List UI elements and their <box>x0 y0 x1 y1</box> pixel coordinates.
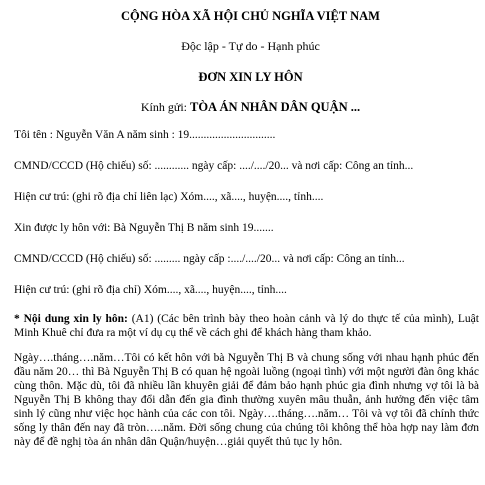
respondent-residence-line: Hiện cư trú: (ghi rõ địa chỉ) Xóm...., xã...., huyện...., tỉnh.... <box>14 284 287 296</box>
respondent-id-line: CMND/CCCD (Hộ chiếu) số: ......... ngày cấp :..../..../20... và nơi cấp: Công an tỉnh... <box>14 253 405 265</box>
recipient-line <box>14 100 479 115</box>
recipient-name: TÒA ÁN NHÂN DÂN QUẬN ... <box>190 100 361 114</box>
content-label: * Nội dung xin ly hôn: <box>14 313 128 325</box>
content-intro: (A1) (Các bên trình bày theo hoàn cảnh và lý do thực tế của mình), Luật Minh Khuê chỉ đưa ra một ví dụ cụ thể về cách ghi để khách hàng tham khảo. <box>14 313 479 339</box>
petitioner-name-line: Tôi tên : Nguyễn Văn A năm sinh : 19.............................. <box>14 129 276 141</box>
petitioner-residence-line: Hiện cư trú: (ghi rõ địa chỉ liên lạc) Xóm...., xã...., huyện...., tỉnh.... <box>14 191 324 203</box>
content-story-paragraph: Ngày….tháng….năm…Tôi có kết hôn với bà Nguyễn Thị B và chung sống với nhau hạnh phúc đến đầu năm 20… thì Bà Nguyễn Thị B có quan hệ ngoài luồng (ngoại tình) với một người đàn ông khác cùng thôn. Mặc dù, tôi đã nhiều lần khuyên giải để đảm bảo hạnh phúc gia đình nhưng vợ tôi là bà Nguyễn Thị B không thay đổi dẫn đến gia đình thường xuyên mâu thuẫn, ảnh hưởng đến việc tâm sinh lý cũng như việc học hành của các con tôi. Ngày….tháng….năm… Tôi và vợ tôi đã chính thức sống ly thân đến nay đã tròn…..năm. Đời sống chung của chúng tôi không thể hòa hợp nay làm đơn này để đề nghị tòa án nhân dân Quận/huyện…giải quyết thủ tục ly hôn. <box>14 352 479 448</box>
recipient-label: Kính gửi: <box>140 100 187 114</box>
content-intro-paragraph <box>14 312 479 340</box>
national-heading: CỘNG HÒA XÃ HỘI CHỦ NGHĨA VIỆT NAM <box>121 9 380 23</box>
petitioner-id-line: CMND/CCCD (Hộ chiếu) số: ............ ngày cấp: ..../..../20... và nơi cấp: Công an tỉnh... <box>14 160 414 172</box>
motto: Độc lập - Tự do - Hạnh phúc <box>181 39 320 53</box>
respondent-name-line: Xin được ly hôn với: Bà Nguyễn Thị B năm sinh 19....... <box>14 222 274 234</box>
document-title: ĐƠN XIN LY HÔN <box>198 70 303 84</box>
